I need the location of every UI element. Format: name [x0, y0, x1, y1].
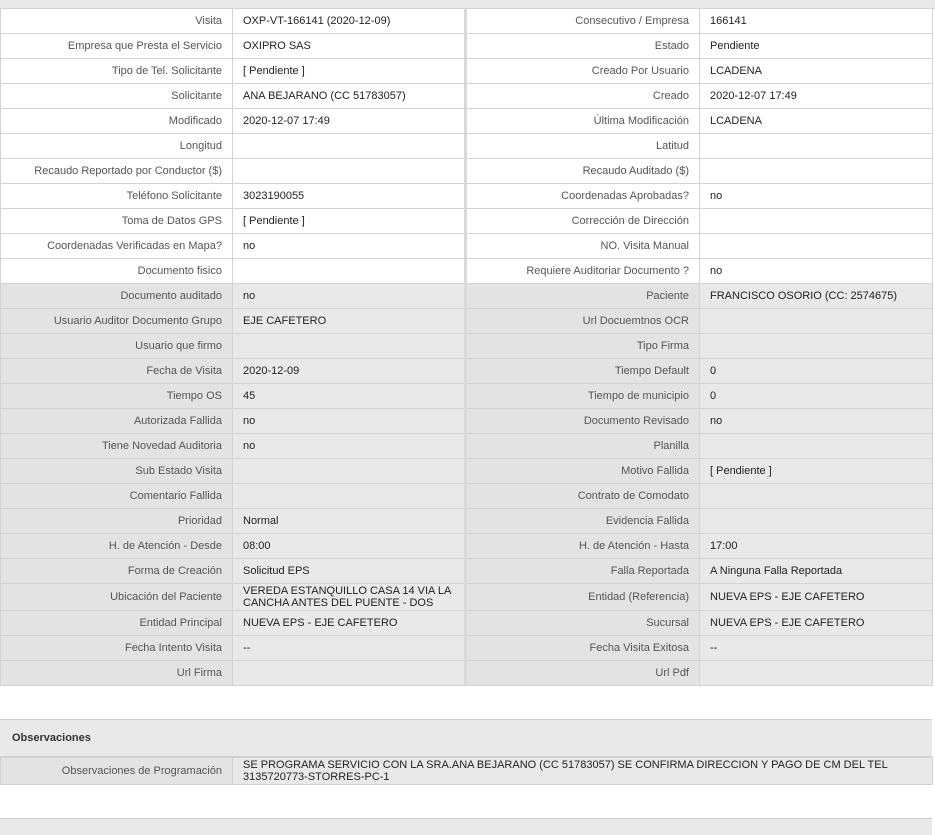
field-value: 17:00	[700, 534, 933, 559]
field-label: Usuario que firmo	[1, 334, 233, 359]
field-value: Normal	[233, 509, 466, 534]
table-row	[1, 59, 933, 84]
field-value: OXIPRO SAS	[233, 34, 466, 59]
field-label: Longitud	[1, 134, 233, 159]
field-label: Toma de Datos GPS	[1, 209, 233, 234]
field-label: Tiempo OS	[1, 384, 233, 409]
bottom-section-strip	[0, 818, 932, 835]
field-label: Requiere Auditoriar Documento ?	[466, 259, 700, 284]
field-value: FRANCISCO OSORIO (CC: 2574675)	[700, 284, 933, 309]
table-row	[1, 134, 933, 159]
field-value	[700, 484, 933, 509]
field-label: Entidad Principal	[1, 611, 233, 636]
observaciones-title: Observaciones	[12, 732, 91, 744]
field-value: no	[700, 259, 933, 284]
field-value: [ Pendiente ]	[700, 459, 933, 484]
field-label: Comentario Fallida	[1, 484, 233, 509]
field-value	[233, 334, 466, 359]
field-label: Coordenadas Verificadas en Mapa?	[1, 234, 233, 259]
field-value: no	[233, 434, 466, 459]
field-label: Latitud	[466, 134, 700, 159]
observaciones-value: SE PROGRAMA SERVICIO CON LA SRA.ANA BEJARANO (CC 51783057) SE CONFIRMA DIRECCION Y PAGO DE CM DEL TEL 3135720773-STORRES-PC-1	[233, 758, 933, 785]
table-row	[1, 484, 933, 509]
field-value	[233, 661, 466, 686]
field-label: Teléfono Solicitante	[1, 184, 233, 209]
field-label: Sucursal	[466, 611, 700, 636]
field-value: no	[233, 284, 466, 309]
table-row	[1, 84, 933, 109]
field-label: NO. Visita Manual	[466, 234, 700, 259]
field-label: Creado	[466, 84, 700, 109]
table-row	[1, 159, 933, 184]
field-value: no	[233, 234, 466, 259]
table-row	[1, 9, 933, 34]
field-label: Evidencia Fallida	[466, 509, 700, 534]
field-label: Fecha de Visita	[1, 359, 233, 384]
field-label: Tipo de Tel. Solicitante	[1, 59, 233, 84]
field-value: no	[700, 184, 933, 209]
field-value: NUEVA EPS - EJE CAFETERO	[700, 584, 933, 611]
field-value: no	[233, 409, 466, 434]
observaciones-table	[0, 757, 933, 785]
table-row	[1, 636, 933, 661]
field-value: --	[700, 636, 933, 661]
field-value: 08:00	[233, 534, 466, 559]
visit-details-table	[0, 8, 933, 686]
table-row	[1, 359, 933, 384]
field-label: Forma de Creación	[1, 559, 233, 584]
table-row	[1, 184, 933, 209]
field-label: Coordenadas Aprobadas?	[466, 184, 700, 209]
field-value: ANA BEJARANO (CC 51783057)	[233, 84, 466, 109]
field-value: A Ninguna Falla Reportada	[700, 559, 933, 584]
field-value	[700, 334, 933, 359]
field-label: Empresa que Presta el Servicio	[1, 34, 233, 59]
field-label: Tiempo de municipio	[466, 384, 700, 409]
field-label: Consecutivo / Empresa	[466, 9, 700, 34]
field-label: Última Modificación	[466, 109, 700, 134]
field-value: 2020-12-07 17:49	[233, 109, 466, 134]
field-value	[233, 484, 466, 509]
table-row	[1, 584, 933, 611]
field-label: Visita	[1, 9, 233, 34]
table-row	[1, 409, 933, 434]
field-value	[700, 661, 933, 686]
field-label: Creado Por Usuario	[466, 59, 700, 84]
field-value	[233, 259, 466, 284]
field-value: NUEVA EPS - EJE CAFETERO	[700, 611, 933, 636]
field-value: LCADENA	[700, 59, 933, 84]
field-label: Documento fisico	[1, 259, 233, 284]
table-row	[1, 34, 933, 59]
field-label: Fecha Visita Exitosa	[466, 636, 700, 661]
field-value: 2020-12-09	[233, 359, 466, 384]
field-value: VEREDA ESTANQUILLO CASA 14 VIA LA CANCHA ANTES DEL PUENTE - DOS	[233, 584, 466, 611]
field-value: 3023190055	[233, 184, 466, 209]
field-label: Corrección de Dirección	[466, 209, 700, 234]
field-value: NUEVA EPS - EJE CAFETERO	[233, 611, 466, 636]
table-row	[1, 309, 933, 334]
field-label: Autorizada Fallida	[1, 409, 233, 434]
table-row	[1, 334, 933, 359]
field-value: 45	[233, 384, 466, 409]
field-label: Documento auditado	[1, 284, 233, 309]
field-value: 0	[700, 359, 933, 384]
field-value: 166141	[700, 9, 933, 34]
field-label: Tiene Novedad Auditoria	[1, 434, 233, 459]
field-label: Recaudo Reportado por Conductor ($)	[1, 159, 233, 184]
field-value	[700, 434, 933, 459]
table-row	[1, 661, 933, 686]
field-label: Paciente	[466, 284, 700, 309]
field-label: Recaudo Auditado ($)	[466, 159, 700, 184]
field-value: Pendiente	[700, 34, 933, 59]
field-label: Url Firma	[1, 661, 233, 686]
field-value	[233, 159, 466, 184]
field-label: Estado	[466, 34, 700, 59]
field-value: 2020-12-07 17:49	[700, 84, 933, 109]
field-label: Falla Reportada	[466, 559, 700, 584]
field-label: Motivo Fallida	[466, 459, 700, 484]
field-label: Url Pdf	[466, 661, 700, 686]
field-label: Ubicación del Paciente	[1, 584, 233, 611]
field-value	[700, 234, 933, 259]
table-row	[1, 109, 933, 134]
field-label: Url Docuemtnos OCR	[466, 309, 700, 334]
field-value: --	[233, 636, 466, 661]
field-label: Sub Estado Visita	[1, 459, 233, 484]
observaciones-label: Observaciones de Programación	[1, 758, 233, 785]
table-row	[1, 509, 933, 534]
field-label: Solicitante	[1, 84, 233, 109]
field-value	[700, 209, 933, 234]
field-value	[700, 309, 933, 334]
field-value	[233, 459, 466, 484]
field-label: Tiempo Default	[466, 359, 700, 384]
table-row	[1, 459, 933, 484]
table-row	[1, 284, 933, 309]
field-value: no	[700, 409, 933, 434]
field-label: Documento Revisado	[466, 409, 700, 434]
field-value	[233, 134, 466, 159]
observaciones-row	[1, 758, 933, 785]
field-value	[700, 509, 933, 534]
field-label: Fecha Intento Visita	[1, 636, 233, 661]
field-value: [ Pendiente ]	[233, 59, 466, 84]
field-label: Planilla	[466, 434, 700, 459]
table-row	[1, 534, 933, 559]
field-value: 0	[700, 384, 933, 409]
field-label: Modificado	[1, 109, 233, 134]
field-label: H. de Atención - Desde	[1, 534, 233, 559]
field-label: Entidad (Referencia)	[466, 584, 700, 611]
field-value	[700, 159, 933, 184]
field-value: LCADENA	[700, 109, 933, 134]
field-value: OXP-VT-166141 (2020-12-09)	[233, 9, 466, 34]
field-label: H. de Atención - Hasta	[466, 534, 700, 559]
table-row	[1, 234, 933, 259]
table-row	[1, 611, 933, 636]
table-row	[1, 434, 933, 459]
field-value: [ Pendiente ]	[233, 209, 466, 234]
table-row	[1, 259, 933, 284]
field-label: Prioridad	[1, 509, 233, 534]
field-label: Tipo Firma	[466, 334, 700, 359]
table-row	[1, 384, 933, 409]
table-row	[1, 209, 933, 234]
table-row	[1, 559, 933, 584]
observaciones-section-header	[0, 719, 932, 757]
field-label: Contrato de Comodato	[466, 484, 700, 509]
field-label: Usuario Auditor Documento Grupo	[1, 309, 233, 334]
field-value	[700, 134, 933, 159]
field-value: EJE CAFETERO	[233, 309, 466, 334]
field-value: Solicitud EPS	[233, 559, 466, 584]
